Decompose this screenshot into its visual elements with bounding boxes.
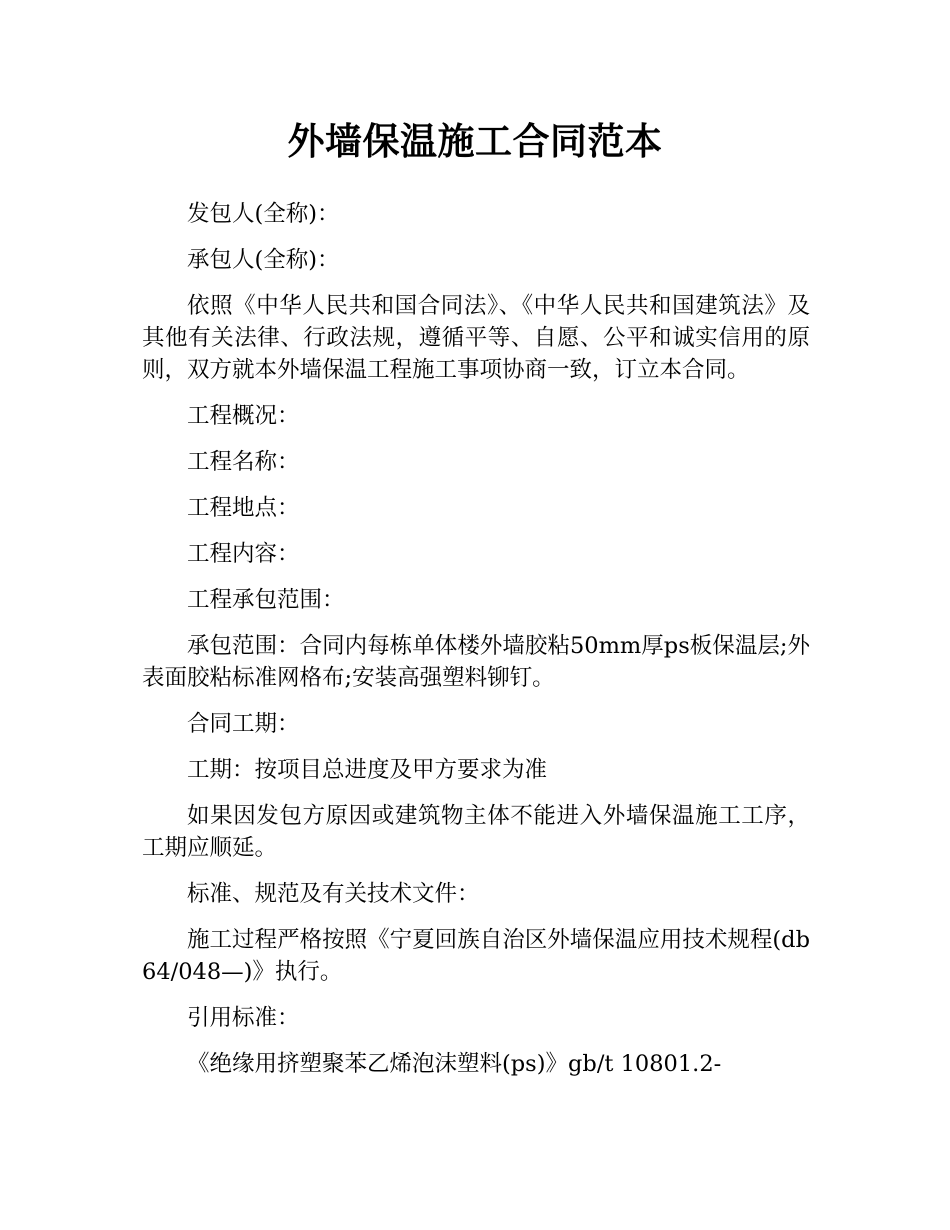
preamble-paragraph: 依照《中华人民共和国合同法》、《中华人民共和国建筑法》及其他有关法律、行政法规，遵循平等、自愿、公平和诚实信用的原则，双方就本外墙保温工程施工事项协商一致，订立本合同。	[142, 293, 810, 383]
contract-period-line: 工期：按项目总进度及甲方要求为准	[187, 757, 548, 783]
contract-scope-heading: 工程承包范围：	[187, 587, 345, 613]
period-extension-paragraph: 如果因发包方原因或建筑物主体不能进入外墙保温施工工序，工期应顺延。	[142, 803, 810, 861]
referenced-standard-line: 《绝缘用挤塑聚苯乙烯泡沫塑料(ps)》gb/t 10801.2-	[187, 1051, 722, 1077]
project-overview-heading: 工程概况：	[187, 403, 300, 429]
contract-period-heading: 合同工期：	[187, 711, 300, 737]
construction-standard-paragraph: 施工过程严格按照《宁夏回族自治区外墙保温应用技术规程(db64/048—)》执行。	[142, 927, 810, 985]
referenced-standards-heading: 引用标准：	[187, 1005, 300, 1031]
party-b-line: 承包人(全称)：	[187, 247, 340, 273]
project-content-line: 工程内容：	[187, 541, 300, 567]
party-a-line: 发包人(全称)：	[187, 201, 340, 227]
page-title: 外墙保温施工合同范本	[287, 120, 663, 163]
project-name-line: 工程名称：	[187, 449, 300, 475]
document-body	[142, 198, 810, 1094]
contract-scope-paragraph: 承包范围：合同内每栋单体楼外墙胶粘50mm厚ps板保温层;外表面胶粘标准网格布;安装高强塑料铆钉。	[142, 633, 810, 691]
standards-heading: 标准、规范及有关技术文件：	[187, 881, 480, 907]
project-location-line: 工程地点：	[187, 495, 300, 521]
